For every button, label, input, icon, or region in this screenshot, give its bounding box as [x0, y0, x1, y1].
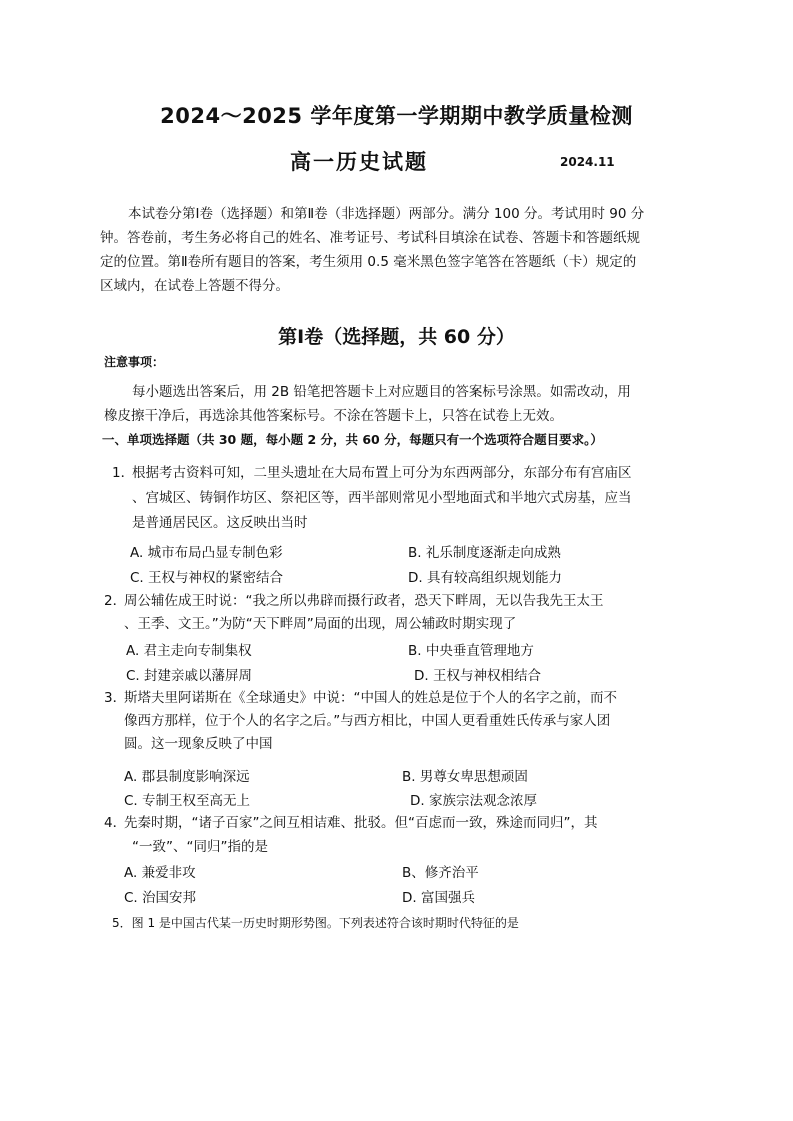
question-stem-line: 先秦时期，“诸子百家”之间互相诘难、批驳。但“百虑而一致，殊途而同归”，其 — [124, 815, 598, 831]
option-a[interactable]: A. 郡县制度影响深远 — [124, 769, 250, 785]
option-d[interactable]: D. 王权与神权相结合 — [414, 668, 541, 684]
option-d[interactable]: D. 富国强兵 — [402, 890, 475, 906]
question-stem-line: 像西方那样，位于个人的名字之后。”与西方相比，中国人更看重姓氏传承与家人团 — [124, 713, 611, 729]
question-number: 2． — [104, 593, 127, 609]
part-heading: 一、单项选择题（共 30 题，每小题 2 分，共 60 分，每题只有一个选项符合题目要求。） — [102, 432, 603, 447]
question-number: 5． — [112, 916, 132, 930]
option-a[interactable]: A. 兼爱非攻 — [124, 865, 196, 881]
notes-line: 橡皮擦干净后，再选涂其他答案标号。不涂在答题卡上，只答在试卷上无效。 — [104, 408, 563, 424]
exam-date: 2024.11 — [560, 155, 615, 169]
instruction-line: 区域内，在试卷上答题不得分。 — [100, 278, 289, 294]
question-stem-line: 圆。这一现象反映了中国 — [124, 736, 273, 752]
instruction-line: 本试卷分第Ⅰ卷（选择题）和第Ⅱ卷（非选择题）两部分。满分 100 分。考试用时 90 分 — [128, 206, 645, 222]
option-c[interactable]: C. 王权与神权的紧密结合 — [130, 570, 284, 586]
question-stem-line: 、王季、文王。”为防“天下畔周”局面的出现，周公辅政时期实现了 — [124, 616, 517, 632]
question-stem-line: 是普通居民区。这反映出当时 — [132, 515, 308, 531]
option-b[interactable]: B. 中央垂直管理地方 — [408, 643, 534, 659]
exam-title: 2024～2025 学年度第一学期期中教学质量检测 — [160, 104, 633, 128]
option-d[interactable]: D. 家族宗法观念浓厚 — [410, 793, 537, 809]
exam-subtitle: 高一历史试题 — [290, 150, 428, 174]
option-a[interactable]: A. 城市布局凸显专制色彩 — [130, 545, 283, 561]
option-c[interactable]: C. 封建亲戚以藩屏周 — [126, 668, 253, 684]
question-number: 1． — [112, 465, 135, 481]
notes-body — [104, 380, 694, 428]
section-title: 第Ⅰ卷（选择题，共 60 分） — [278, 326, 515, 348]
instruction-line: 钟。答卷前，考生务必将自己的姓名、准考证号、考试科目填涂在试卷、答题卡和答题纸规 — [100, 230, 640, 246]
question-number: 3． — [104, 690, 127, 706]
question-number: 4． — [104, 815, 127, 831]
option-b[interactable]: B. 男尊女卑思想顽固 — [402, 769, 528, 785]
question-stem-line: 周公辅佐成王时说：“我之所以弗辟而摄行政者，恐天下畔周，无以告我先王太王 — [124, 593, 604, 609]
question-stem-line: 斯塔夫里阿诺斯在《全球通史》中说：“中国人的姓总是位于个人的名字之前，而不 — [124, 690, 617, 706]
option-c[interactable]: C. 专制王权至高无上 — [124, 793, 251, 809]
question-stem-line: 、宫城区、铸铜作坊区、祭祀区等，西半部则常见小型地面式和半地穴式房基，应当 — [132, 490, 632, 506]
question-stem-line: 根据考古资料可知，二里头遗址在大局布置上可分为东西两部分，东部分布有宫庙区 — [132, 465, 632, 481]
question-5 — [112, 914, 519, 931]
option-b[interactable]: B、修齐治平 — [402, 865, 479, 881]
exam-instructions — [100, 202, 700, 298]
option-b[interactable]: B. 礼乐制度逐渐走向成熟 — [408, 545, 561, 561]
question-stem-line: 图 1 是中国古代某一历史时期形势图。下列表述符合该时期时代特征的是 — [131, 916, 519, 930]
option-c[interactable]: C. 治国安邦 — [124, 890, 197, 906]
notes-line: 每小题选出答案后，用 2B 铅笔把答题卡上对应题目的答案标号涂黑。如需改动，用 — [132, 384, 631, 400]
option-d[interactable]: D. 具有较高组织规划能力 — [408, 570, 562, 586]
instruction-line: 定的位置。第Ⅱ卷所有题目的答案，考生须用 0.5 毫米黑色签字笔答在答题纸（卡）规定的 — [100, 254, 637, 270]
option-a[interactable]: A. 君主走向专制集权 — [126, 643, 252, 659]
notes-heading: 注意事项： — [104, 355, 165, 369]
question-stem-line: “一致”、“同归”指的是 — [132, 839, 268, 855]
